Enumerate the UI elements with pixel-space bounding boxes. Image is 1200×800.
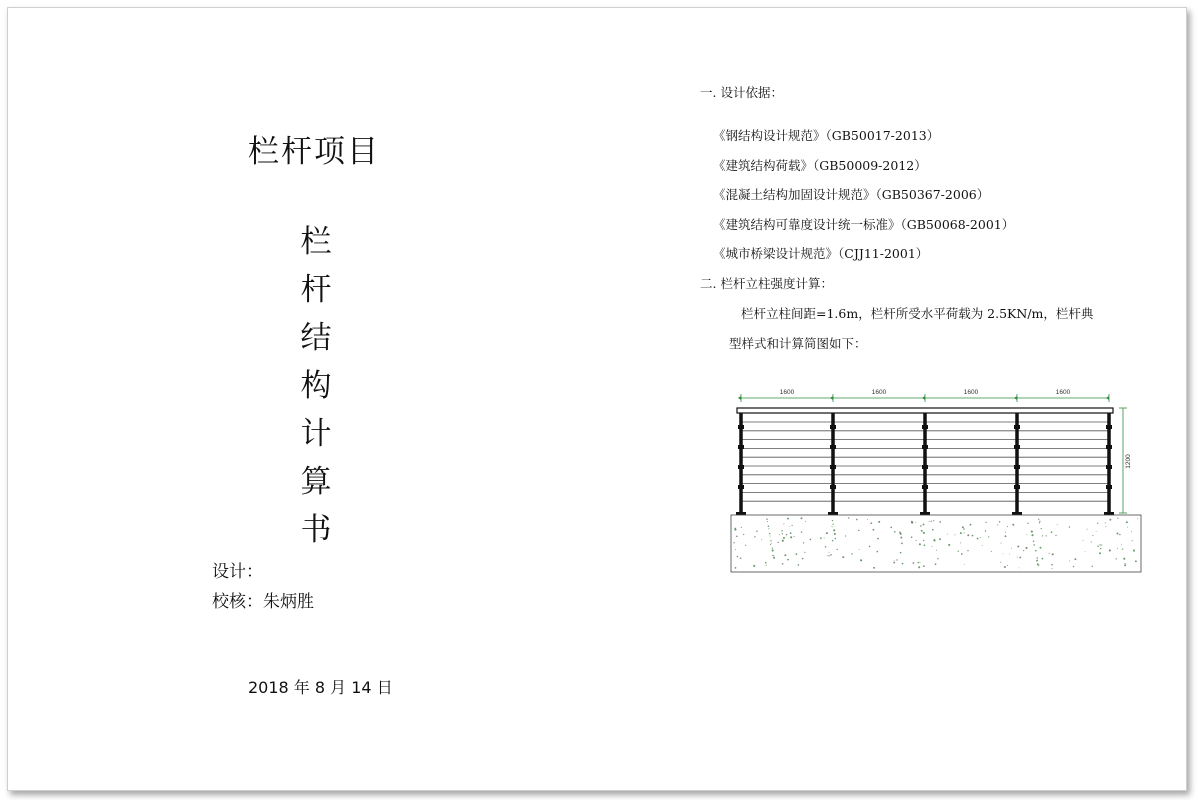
aggregate-dot [873, 567, 875, 569]
aggregate-dot [1131, 531, 1132, 532]
aggregate-dot [1124, 564, 1126, 566]
aggregate-dot [934, 539, 935, 540]
section-heading-design-basis: 一. 设计依据： [700, 85, 783, 100]
height-dimension-label: 1200 [1125, 454, 1132, 469]
aggregate-dot [829, 555, 830, 556]
aggregate-dot [1133, 549, 1135, 551]
title-char: 算 [300, 464, 332, 500]
aggregate-dot [787, 559, 789, 561]
aggregate-dot [1119, 534, 1120, 535]
post-clamp [830, 425, 836, 429]
aggregate-dot [1134, 551, 1135, 552]
aggregate-dot [1127, 527, 1128, 528]
aggregate-dot [919, 543, 921, 545]
aggregate-dot [1009, 554, 1010, 555]
aggregate-dot [1117, 517, 1118, 518]
aggregate-dot [960, 532, 962, 534]
aggregate-dot [786, 534, 788, 536]
aggregate-dot [773, 557, 775, 559]
aggregate-dot [1117, 548, 1118, 549]
aggregate-dot [964, 532, 965, 533]
aggregate-dot [772, 555, 773, 556]
aggregate-dot [982, 545, 983, 546]
concrete-base [731, 515, 1141, 572]
aggregate-dot [810, 539, 812, 541]
aggregate-dot [735, 567, 737, 569]
post-clamp [830, 465, 836, 469]
aggregate-dot [967, 534, 969, 536]
aggregate-dot [991, 551, 992, 552]
aggregate-dot [931, 521, 932, 522]
aggregate-dot [766, 518, 768, 520]
aggregate-dot [988, 536, 989, 537]
aggregate-dot [794, 536, 795, 537]
post-clamp [1014, 465, 1020, 469]
aggregate-dot [902, 563, 904, 565]
aggregate-dot [977, 538, 979, 540]
aggregate-dot [783, 537, 785, 539]
aggregate-dot [1092, 535, 1093, 536]
aggregate-dot [740, 558, 741, 559]
aggregate-dot [934, 540, 936, 542]
aggregate-dot [828, 552, 829, 553]
aggregate-dot [802, 558, 804, 560]
aggregate-dot [877, 551, 879, 553]
aggregate-dot [1031, 534, 1033, 536]
aggregate-dot [958, 551, 959, 552]
aggregate-dot [820, 537, 822, 539]
aggregate-dot [782, 540, 784, 542]
base-plate [828, 512, 838, 515]
paragraph-line: 栏杆立柱间距=1.6m，栏杆所受水平荷载为 2.5KN/m，栏杆典 [741, 306, 1094, 321]
aggregate-dot [916, 540, 917, 541]
post-clamp [1014, 425, 1020, 429]
aggregate-dot [923, 565, 925, 567]
dimension-arrow [830, 396, 833, 400]
aggregate-dot [803, 542, 804, 543]
section-heading-post-strength: 二. 栏杆立柱强度计算： [700, 276, 833, 291]
aggregate-dot [1017, 557, 1018, 558]
aggregate-dot [791, 525, 792, 526]
aggregate-dot [960, 542, 961, 543]
aggregate-dot [894, 531, 896, 533]
aggregate-dot [805, 521, 806, 522]
concrete-base-layer [731, 515, 1141, 572]
aggregate-dot [770, 536, 771, 537]
aggregate-dot [832, 526, 833, 527]
aggregate-dot [796, 553, 798, 555]
aggregate-dot [896, 559, 897, 560]
post-clamp [922, 445, 928, 449]
aggregate-dot [753, 565, 755, 567]
aggregate-dot [1099, 552, 1101, 554]
aggregate-dot [1105, 526, 1106, 527]
aggregate-dot [1097, 546, 1099, 548]
aggregate-dot [1126, 521, 1128, 523]
aggregate-dot [1046, 535, 1047, 536]
post-clamp [922, 425, 928, 429]
aggregate-dot [1085, 551, 1086, 552]
title-char: 杆 [300, 272, 332, 308]
post-clamp [738, 425, 744, 429]
aggregate-dot [1132, 540, 1133, 541]
aggregate-dot [920, 562, 921, 563]
aggregate-dot [935, 563, 937, 565]
aggregate-dot [1105, 522, 1106, 523]
aggregate-dot [830, 554, 832, 556]
aggregate-dot [961, 553, 963, 555]
aggregate-dot [835, 538, 837, 540]
aggregate-dot [832, 520, 833, 521]
aggregate-dot [893, 562, 895, 564]
aggregate-dot [1011, 548, 1012, 549]
aggregate-dot [787, 518, 789, 520]
aggregate-dot [1036, 560, 1038, 562]
aggregate-dot [964, 564, 965, 565]
aggregate-dot [772, 549, 774, 551]
dimension-arrow [1106, 396, 1109, 400]
span-dimension-label: 1600 [779, 389, 795, 396]
aggregate-dot [801, 531, 802, 532]
aggregate-dot [1001, 543, 1002, 544]
aggregate-dot [1007, 526, 1008, 527]
aggregate-dot [766, 565, 767, 566]
standard-item: 《钢结构设计规范》（GB50017-2013） [713, 128, 940, 143]
post-clamp [830, 445, 836, 449]
aggregate-dot [790, 532, 792, 534]
aggregate-dot [937, 558, 938, 559]
aggregate-dot [1096, 531, 1097, 532]
railing-drawing [726, 380, 1146, 584]
aggregate-dot [939, 538, 941, 540]
aggregate-dot [972, 535, 974, 537]
aggregate-dot [911, 521, 913, 523]
aggregate-dot [1109, 519, 1111, 521]
aggregate-dot [1039, 522, 1040, 523]
aggregate-dot [1026, 534, 1027, 535]
aggregate-dot [860, 559, 862, 561]
aggregate-dot [878, 521, 880, 523]
aggregate-dot [954, 534, 955, 535]
title-char: 书 [300, 512, 332, 548]
aggregate-dot [1109, 549, 1111, 551]
aggregate-dot [779, 534, 780, 535]
aggregate-dot [997, 524, 998, 525]
aggregate-dot [1074, 558, 1076, 560]
railing-diagram [726, 380, 1146, 580]
aggregate-dot [768, 526, 769, 527]
aggregate-dot [826, 533, 827, 534]
aggregate-dot [1037, 557, 1039, 559]
aggregate-dot [911, 536, 913, 538]
aggregate-dot [1033, 541, 1035, 543]
title-char: 计 [300, 416, 332, 452]
aggregate-dot [832, 540, 834, 542]
aggregate-dot [900, 537, 902, 539]
aggregate-dot [745, 545, 746, 546]
post-clamp [922, 485, 928, 489]
span-dimension-label: 1600 [963, 389, 979, 396]
project-title: 栏杆项目 [248, 134, 380, 170]
aggregate-dot [924, 544, 926, 546]
aggregate-dot [1052, 568, 1053, 569]
aggregate-dot [1069, 561, 1070, 562]
handrail [737, 408, 1113, 413]
aggregate-dot [736, 535, 738, 537]
aggregate-dot [827, 555, 828, 556]
aggregate-dot [824, 537, 825, 538]
aggregate-dot [1051, 531, 1053, 533]
aggregate-dot [962, 526, 964, 528]
aggregate-dot [923, 532, 925, 534]
aggregate-dot [894, 560, 895, 561]
aggregate-dot [734, 529, 736, 531]
aggregate-dot [1031, 531, 1033, 533]
aggregate-dot [782, 563, 784, 565]
aggregate-dot [851, 553, 853, 555]
aggregate-dot [1000, 562, 1001, 563]
title-char: 栏 [300, 224, 332, 260]
aggregate-dot [1057, 524, 1058, 525]
post-clamp [738, 445, 744, 449]
aggregate-dot [833, 529, 835, 531]
post-layer [736, 413, 1114, 527]
aggregate-dot [869, 546, 871, 548]
aggregate-dot [1005, 532, 1006, 533]
document-title-vertical [296, 218, 336, 554]
aggregate-dot [1027, 523, 1028, 524]
aggregate-dot [735, 549, 736, 550]
aggregate-dot [1012, 524, 1014, 526]
aggregate-dot [1042, 558, 1044, 560]
standard-item: 《建筑结构可靠度设计统一标准》（GB50068-2001） [713, 217, 1015, 232]
aggregate-dot [1069, 526, 1070, 527]
post-clamp [830, 485, 836, 489]
base-plate [920, 512, 930, 515]
aggregate-dot [980, 537, 981, 538]
aggregate-dot [834, 533, 836, 535]
aggregate-dot [1040, 547, 1042, 549]
aggregate-dot [1099, 544, 1100, 545]
aggregate-dot [856, 519, 858, 521]
aggregate-dot [1019, 556, 1021, 558]
aggregate-dot [1039, 521, 1040, 522]
aggregate-dot [842, 556, 844, 558]
aggregate-dot [921, 530, 923, 532]
aggregate-dot [741, 527, 742, 528]
document-page [7, 7, 1187, 791]
aggregate-dot [798, 564, 800, 566]
aggregate-dot [1122, 548, 1123, 549]
standard-item: 《建筑结构荷载》（GB50009-2012） [713, 158, 927, 173]
aggregate-dot [1019, 568, 1020, 569]
aggregate-dot [1041, 528, 1042, 529]
aggregate-dot [837, 549, 838, 550]
standard-item: 《城市桥梁设计规范》（CJJ11-2001） [713, 246, 929, 261]
aggregate-dot [772, 547, 773, 548]
aggregate-dot [890, 527, 892, 529]
post-clamp [1014, 485, 1020, 489]
aggregate-dot [900, 552, 902, 554]
aggregate-dot [801, 517, 803, 519]
aggregate-dot [923, 540, 924, 541]
aggregate-dot [1135, 560, 1137, 562]
aggregate-dot [743, 534, 744, 535]
aggregate-dot [773, 555, 774, 556]
aggregate-dot [769, 533, 770, 534]
aggregate-dot [1007, 565, 1008, 566]
aggregate-dot [1083, 540, 1084, 541]
aggregate-dot [767, 521, 768, 522]
post-clamp [1106, 445, 1112, 449]
aggregate-dot [789, 526, 790, 527]
aggregate-dot [737, 556, 738, 557]
paragraph-line: 型样式和计算简图如下： [729, 336, 867, 351]
aggregate-dot [915, 522, 916, 523]
post-clamp [1106, 485, 1112, 489]
aggregate-dot [1121, 544, 1122, 545]
post-clamp [1014, 445, 1020, 449]
span-dimension-label: 1600 [1055, 389, 1071, 396]
aggregate-dot [845, 535, 846, 536]
aggregate-dot [1038, 519, 1039, 520]
post-clamp [738, 485, 744, 489]
aggregate-dot [939, 521, 941, 523]
document-date: 2018 年 8 月 14 日 [248, 678, 393, 697]
aggregate-dot [999, 521, 1001, 523]
post-clamp [738, 465, 744, 469]
base-plate [736, 512, 746, 515]
title-char: 结 [300, 320, 332, 356]
aggregate-dot [848, 517, 849, 518]
aggregate-dot [832, 524, 833, 525]
aggregate-dot [1023, 550, 1024, 551]
aggregate-dot [1017, 546, 1019, 548]
aggregate-dot [782, 533, 783, 534]
aggregate-dot [985, 522, 986, 523]
aggregate-dot [917, 562, 919, 564]
aggregate-dot [1042, 535, 1043, 536]
aggregate-dot [1092, 566, 1093, 567]
aggregate-dot [936, 550, 937, 551]
post-clamp [1106, 465, 1112, 469]
aggregate-dot [1137, 518, 1138, 519]
aggregate-dot [733, 542, 734, 543]
aggregate-dot [1101, 545, 1102, 546]
aggregate-dot [1116, 532, 1118, 534]
aggregate-dot [912, 562, 914, 564]
title-char: 构 [300, 368, 332, 404]
aggregate-dot [948, 544, 950, 546]
aggregate-dot [920, 525, 921, 526]
aggregate-dot [790, 536, 792, 538]
aggregate-dot [970, 524, 972, 526]
aggregate-dot [967, 550, 968, 551]
aggregate-dot [770, 540, 771, 541]
aggregate-dot [1052, 553, 1054, 555]
aggregate-dot [768, 528, 769, 529]
aggregate-dot [783, 523, 784, 524]
designer-label: 设计： [212, 562, 263, 582]
aggregate-dot [1005, 535, 1007, 537]
aggregate-dot [754, 536, 755, 537]
aggregate-dot [1055, 535, 1056, 536]
aggregate-dot [918, 566, 920, 568]
aggregate-dot [929, 521, 930, 522]
aggregate-dot [1087, 529, 1088, 530]
aggregate-dot [1003, 553, 1004, 554]
aggregate-dot [900, 533, 902, 535]
aggregate-dot [985, 530, 986, 531]
dimension-arrow [738, 396, 741, 400]
aggregate-dot [963, 528, 965, 530]
standard-item: 《混凝土结构加固设计规范》（GB50367-2006） [713, 187, 990, 202]
base-plate [1012, 512, 1022, 515]
aggregate-dot [859, 549, 860, 550]
aggregate-dot [770, 544, 771, 545]
aggregate-dot [1125, 563, 1126, 564]
aggregate-dot [932, 529, 934, 531]
aggregate-dot [781, 530, 782, 531]
aggregate-dot [777, 542, 778, 543]
aggregate-dot [1025, 547, 1027, 549]
aggregate-dot [872, 529, 874, 531]
aggregate-dot [1116, 558, 1117, 559]
aggregate-dot [784, 554, 786, 556]
aggregate-dot [901, 543, 903, 545]
dimension-arrow [1014, 396, 1017, 400]
aggregate-dot [1123, 558, 1125, 560]
post-clamp [1106, 425, 1112, 429]
aggregate-dot [1051, 564, 1053, 566]
post-clamp [922, 465, 928, 469]
aggregate-dot [1033, 544, 1035, 546]
span-dimension-label: 1600 [871, 389, 887, 396]
aggregate-dot [765, 562, 767, 564]
aggregate-dot [825, 546, 827, 548]
aggregate-dot [932, 546, 933, 547]
aggregate-dot [1049, 553, 1050, 554]
aggregate-dot [947, 534, 948, 535]
aggregate-dot [867, 519, 868, 520]
aggregate-dot [804, 552, 805, 553]
aggregate-dot [933, 520, 934, 521]
aggregate-dot [870, 522, 872, 524]
aggregate-dot [1004, 566, 1006, 568]
aggregate-dot [771, 543, 772, 544]
aggregate-dot [1097, 523, 1098, 524]
aggregate-dot [1091, 541, 1092, 542]
reviewer-label: 校核：朱炳胜 [212, 592, 314, 612]
aggregate-dot [923, 523, 925, 525]
aggregate-dot [877, 538, 879, 540]
dimension-arrow [922, 396, 925, 400]
aggregate-dot [1100, 548, 1101, 549]
aggregate-dot [1073, 566, 1074, 567]
aggregate-dot [1035, 550, 1037, 552]
aggregate-dot [858, 530, 860, 532]
base-plate [1104, 512, 1114, 515]
aggregate-dot [1037, 563, 1039, 565]
aggregate-dot [761, 539, 762, 540]
aggregate-dot [756, 530, 758, 532]
